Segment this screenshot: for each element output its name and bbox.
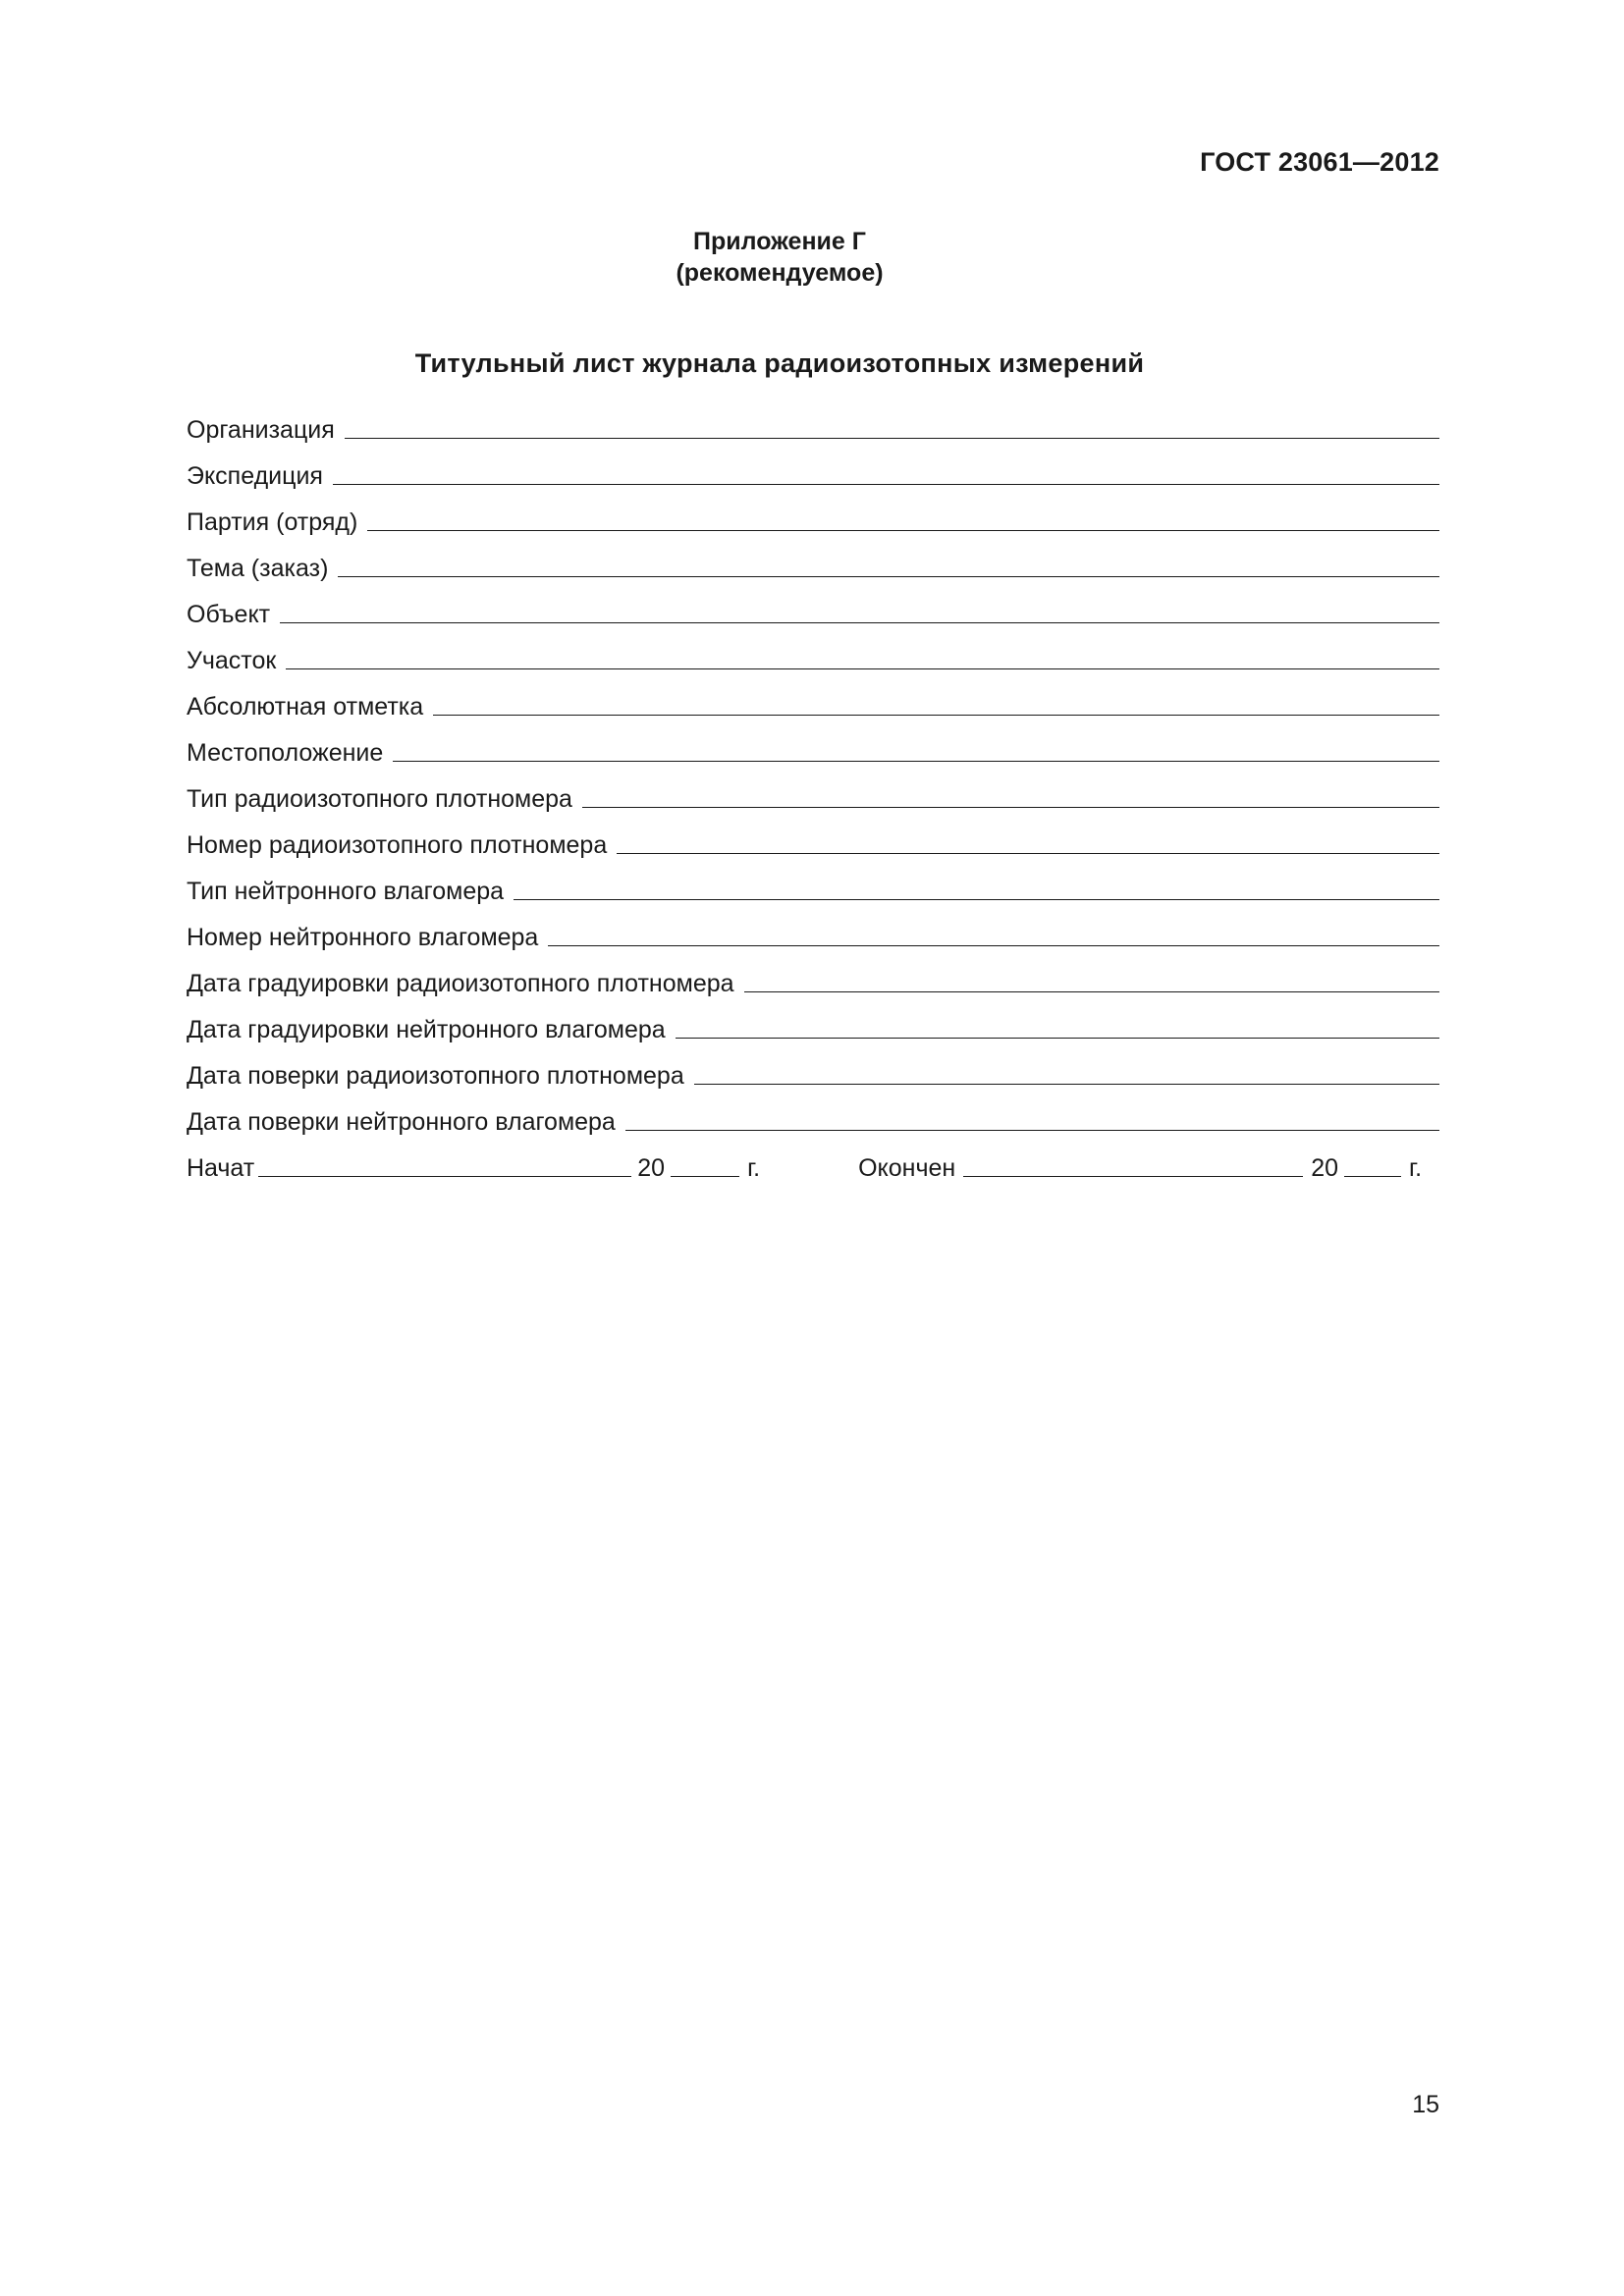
field-elevation (187, 679, 1439, 725)
field-location (187, 725, 1439, 772)
end-date-line[interactable] (963, 1171, 1303, 1177)
form-fields (187, 402, 1439, 1187)
fill-in-line[interactable] (582, 806, 1439, 808)
appendix-title: Приложение Г (693, 228, 866, 255)
field-label: Номер нейтронного влагомера (187, 924, 539, 951)
field-party (187, 495, 1439, 541)
field-moisture-meter-verification-date (187, 1095, 1439, 1141)
end-century: 20 (1311, 1154, 1338, 1182)
field-label: Объект (187, 601, 271, 628)
fill-in-line[interactable] (744, 990, 1439, 992)
start-year-line[interactable] (671, 1171, 739, 1177)
field-moisture-meter-calibration-date (187, 1002, 1439, 1048)
start-date-line[interactable] (258, 1171, 631, 1177)
fill-in-line[interactable] (280, 621, 1439, 623)
field-label: Партия (отряд) (187, 508, 358, 536)
end-label: Окончен (858, 1154, 956, 1182)
appendix-heading (0, 226, 1559, 289)
fill-in-line[interactable] (676, 1037, 1439, 1039)
field-organization (187, 402, 1439, 449)
field-densimeter-calibration-date (187, 956, 1439, 1002)
fill-in-line[interactable] (433, 714, 1439, 716)
appendix-subtitle: (рекомендуемое) (676, 259, 884, 287)
fill-in-line[interactable] (617, 852, 1439, 854)
field-densimeter-verification-date (187, 1048, 1439, 1095)
field-label: Дата градуировки радиоизотопного плотномера (187, 970, 734, 997)
field-densimeter-type (187, 772, 1439, 818)
field-site (187, 633, 1439, 679)
standard-designation: ГОСТ 23061—2012 (1200, 147, 1439, 177)
form-title: Титульный лист журнала радиоизотопных измерений (414, 348, 1145, 378)
fill-in-line[interactable] (548, 944, 1439, 946)
fill-in-line[interactable] (625, 1129, 1439, 1131)
fill-in-line[interactable] (345, 437, 1439, 439)
fill-in-line[interactable] (367, 529, 1439, 531)
field-label: Организация (187, 416, 335, 444)
field-label: Тип нейтронного влагомера (187, 878, 505, 905)
field-label: Дата поверки радиоизотопного плотномера (187, 1062, 684, 1090)
end-year-line[interactable] (1344, 1171, 1401, 1177)
fill-in-line[interactable] (514, 898, 1439, 900)
field-topic (187, 541, 1439, 587)
field-label: Участок (187, 647, 277, 674)
start-century: 20 (637, 1154, 666, 1182)
fill-in-line[interactable] (286, 667, 1439, 669)
field-label: Номер радиоизотопного плотномера (187, 831, 608, 859)
fill-in-line[interactable] (393, 760, 1439, 762)
fill-in-line[interactable] (338, 575, 1439, 577)
field-label: Дата градуировки нейтронного влагомера (187, 1016, 666, 1043)
field-label: Тема (заказ) (187, 555, 329, 582)
start-label: Начат (187, 1154, 255, 1182)
page-number: 15 (1412, 2091, 1439, 2118)
fill-in-line[interactable] (333, 483, 1439, 485)
field-label: Местоположение (187, 739, 384, 767)
field-expedition (187, 449, 1439, 495)
field-label: Тип радиоизотопного плотномера (187, 785, 572, 813)
field-label: Экспедиция (187, 462, 323, 490)
start-end-dates (187, 1141, 1439, 1187)
fill-in-line[interactable] (694, 1083, 1439, 1085)
field-object (187, 587, 1439, 633)
field-moisture-meter-type (187, 864, 1439, 910)
field-label: Абсолютная отметка (187, 693, 424, 721)
field-label: Дата поверки нейтронного влагомера (187, 1108, 616, 1136)
field-moisture-meter-number (187, 910, 1439, 956)
field-densimeter-number (187, 818, 1439, 864)
start-year-suffix: г. (747, 1154, 761, 1182)
end-year-suffix: г. (1409, 1154, 1423, 1182)
